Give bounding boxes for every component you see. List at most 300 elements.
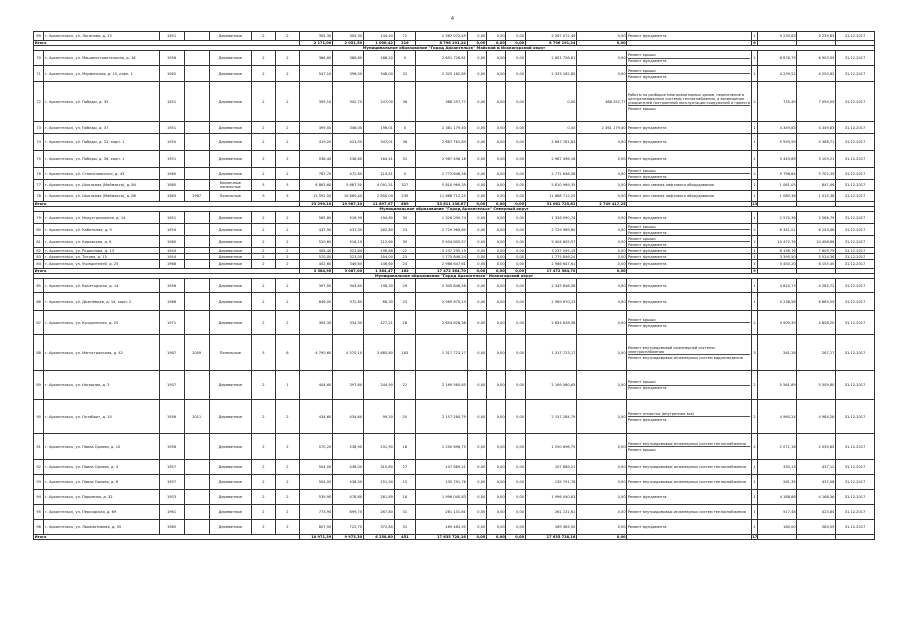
deadline-cell: 31.12.2017: [836, 475, 875, 490]
work-type-item: Ремонт фундамента: [627, 299, 667, 304]
address-cell: г. Архангельск, ул. Павла Орлова, д. 4: [44, 460, 159, 475]
entrances-cell: 2: [275, 66, 299, 82]
max-unit-cost-cell: 4 250,82: [797, 66, 836, 82]
built-year-cell: 1951: [159, 151, 184, 168]
works-count-cell: 2: [751, 66, 758, 82]
entrances-cell: 5: [275, 180, 299, 191]
works-count-cell: 1: [751, 122, 758, 134]
regional-funds-cell: 0,00: [486, 32, 505, 41]
owners-funds-cell: 2 325 162,85: [525, 66, 576, 82]
entrances-cell: 2: [275, 490, 299, 505]
living-area-cell: 538,90: [332, 434, 363, 460]
max-unit-cost-cell: 847,46: [797, 180, 836, 191]
total-area-cell: 807,50: [299, 520, 332, 535]
works-cell: [627, 32, 751, 41]
works-count-cell: 2: [751, 168, 758, 180]
regional-funds-cell: 0,00: [486, 460, 505, 475]
floors-cell: 2: [251, 151, 275, 168]
other-funds-cell: 0,00: [577, 520, 627, 535]
reconstruction-year-cell: [184, 371, 209, 400]
built-year-cell: 1953: [159, 490, 184, 505]
cost-cell: 388 297,77: [416, 82, 467, 122]
row-number-cell: 96: [34, 520, 44, 535]
works-count-cell: 2: [751, 400, 758, 434]
regional-funds-cell: 0,00: [486, 490, 505, 505]
floors-cell: 2: [251, 236, 275, 248]
built-year-cell: 1944: [159, 248, 184, 254]
owners-funds-cell: 5 810 969,35: [525, 180, 576, 191]
residents-cell: 25: [394, 293, 416, 311]
reconstruction-year-cell: [184, 311, 209, 335]
reconstruction-year-cell: [184, 279, 209, 293]
works-count-cell: 3: [751, 335, 758, 371]
cost-cell: 2 989 670,13: [416, 293, 467, 311]
wall-material-cell: Деревянные: [209, 224, 251, 236]
entrances-cell: 5: [275, 191, 299, 202]
max-unit-cost-cell: 584,09: [797, 520, 836, 535]
work-type-item: Ремонт крыши: [627, 447, 656, 452]
works-cell: [627, 82, 751, 122]
floors-cell: 2: [251, 134, 275, 151]
living-private-cell: 247,00: [363, 82, 394, 122]
residents-cell: 36: [394, 82, 416, 122]
other-funds-cell: 0,00: [577, 475, 627, 490]
federal-funds-cell: 0,00: [467, 134, 486, 151]
floors-cell: 5: [251, 180, 275, 191]
works-cell: [627, 66, 751, 82]
local-funds-cell: 0,00: [506, 32, 525, 41]
total-owners-cell: 8 796 191,24: [525, 41, 576, 46]
works-count-cell: 1: [751, 254, 758, 260]
row-number-cell: 72: [34, 82, 44, 122]
living-private-cell: 261,89: [363, 490, 394, 505]
built-year-cell: 1983: [159, 191, 184, 202]
address-cell: г. Архангельск, ул. Персидская, д. 69: [44, 505, 159, 520]
max-unit-cost-cell: 7 094,09: [797, 82, 836, 122]
total-area-cell: 547,10: [299, 66, 332, 82]
federal-funds-cell: 0,00: [467, 151, 486, 168]
regional-funds-cell: 0,00: [486, 82, 505, 122]
local-funds-cell: 0,00: [506, 335, 525, 371]
max-unit-cost-cell: 423,84: [797, 505, 836, 520]
federal-funds-cell: 0,00: [467, 260, 486, 269]
deadline-cell: 31.12.2017: [836, 180, 875, 191]
table-row: [34, 335, 875, 371]
residents-cell: 18: [394, 490, 416, 505]
row-number-cell: 81: [34, 236, 44, 248]
row-number-cell: 76: [34, 168, 44, 180]
total-empty-cell: [836, 535, 875, 540]
works-count-cell: 1: [751, 505, 758, 520]
wall-material-cell: Панельные: [209, 191, 251, 202]
local-funds-cell: 0,00: [506, 51, 525, 66]
row-number-cell: 83: [34, 254, 44, 260]
built-year-cell: 1971: [159, 311, 184, 335]
owners-funds-cell: 0,00: [525, 82, 576, 122]
total-area-cell: 305,30: [299, 32, 332, 41]
regional-funds-cell: 0,00: [486, 212, 505, 224]
entrances-cell: 2: [275, 51, 299, 66]
local-funds-cell: 0,00: [506, 191, 525, 202]
other-funds-cell: 0,00: [577, 134, 627, 151]
total-cost-cell: 17 472 364,70: [416, 269, 467, 274]
federal-funds-cell: 0,00: [467, 505, 486, 520]
floors-cell: 2: [251, 520, 275, 535]
max-unit-cost-cell: 1 015,36: [797, 191, 836, 202]
address-cell: г. Архангельск, ул. Октябрят, д. 10: [44, 400, 159, 434]
built-year-cell: 1957: [159, 371, 184, 400]
total-other-cell: 0,00: [577, 535, 627, 540]
table-row: [34, 293, 875, 311]
living-area-cell: 472,60: [332, 168, 363, 180]
total-area-cell: 399,10: [299, 82, 332, 122]
reconstruction-year-cell: [184, 236, 209, 248]
wall-material-cell: Панельные: [209, 335, 251, 371]
residents-cell: 163: [394, 335, 416, 371]
entrances-cell: 2: [275, 224, 299, 236]
deadline-cell: 31.12.2017: [836, 311, 875, 335]
floors-cell: 2: [251, 212, 275, 224]
other-funds-cell: 0,00: [577, 371, 627, 400]
federal-funds-cell: 0,00: [467, 434, 486, 460]
floors-cell: 2: [251, 32, 275, 41]
table-row: [34, 371, 875, 400]
owners-funds-cell: 1 775 846,24: [525, 254, 576, 260]
cost-cell: 2 157 284,79: [416, 400, 467, 434]
residents-cell: 72: [394, 32, 416, 41]
works-count-cell: 2: [751, 224, 758, 236]
local-funds-cell: 0,00: [506, 460, 525, 475]
living-private-cell: 214,51: [363, 168, 394, 180]
regional-funds-cell: 0,00: [486, 180, 505, 191]
living-private-cell: 231,90: [363, 434, 394, 460]
unit-cost-cell: 4 349,83: [758, 122, 797, 134]
owners-funds-cell: 1 317 723,17: [525, 335, 576, 371]
regional-funds-cell: 0,00: [486, 311, 505, 335]
total-area-cell: 10 971,39: [299, 535, 332, 540]
other-funds-cell: 0,00: [577, 236, 627, 248]
repair-program-table: [33, 31, 875, 540]
local-funds-cell: 0,00: [506, 254, 525, 260]
unit-cost-cell: 5 593,59: [758, 134, 797, 151]
other-funds-cell: 0,00: [577, 66, 627, 82]
address-cell: г. Архангельск, ул. Мурманская, д. 10, корп. 1: [44, 66, 159, 82]
reconstruction-year-cell: [184, 82, 209, 122]
entrances-cell: 2: [275, 279, 299, 293]
regional-funds-cell: 0,00: [486, 248, 505, 254]
reconstruction-year-cell: [184, 180, 209, 191]
total-empty-cell: [797, 535, 836, 540]
other-funds-cell: 0,00: [577, 32, 627, 41]
cost-cell: 5 404 605,57: [416, 236, 467, 248]
living-private-cell: 212,60: [363, 236, 394, 248]
other-funds-cell: 0,00: [577, 151, 627, 168]
table-row: [34, 180, 875, 191]
residents-cell: 36: [394, 134, 416, 151]
residents-cell: 0: [394, 51, 416, 66]
owners-funds-cell: 2 157 284,79: [525, 400, 576, 434]
table-row: [34, 490, 875, 505]
living-private-cell: 3 685,80: [363, 335, 394, 371]
floors-cell: 2: [251, 122, 275, 134]
total-count-cell: 13: [752, 202, 758, 206]
regional-funds-cell: 0,00: [486, 400, 505, 434]
max-unit-cost-cell: 7 609,79: [797, 248, 836, 254]
entrances-cell: 2: [275, 293, 299, 311]
total-area-cell: 6 863,60: [299, 180, 332, 191]
built-year-cell: 1954: [159, 254, 184, 260]
row-number-cell: 94: [34, 490, 44, 505]
wall-material-cell: Деревянные: [209, 66, 251, 82]
unit-cost-cell: 5 443,89: [758, 151, 797, 168]
max-unit-cost-cell: 5 509,80: [797, 371, 836, 400]
work-type-item: Ремонт крыши: [628, 168, 750, 174]
total-row: [34, 535, 875, 540]
floors-cell: 2: [251, 66, 275, 82]
floors-cell: 2: [251, 224, 275, 236]
total-area-cell: 570,00: [299, 254, 332, 260]
living-private-cell: 348,00: [363, 66, 394, 82]
unit-cost-cell: 4 239,52: [758, 66, 797, 82]
row-number-cell: 80: [34, 224, 44, 236]
unit-cost-cell: 735,49: [758, 82, 797, 122]
reconstruction-year-cell: [184, 224, 209, 236]
work-type-item: Ремонт крыши: [627, 106, 656, 111]
work-type-item: Ремонт крыши: [628, 380, 750, 386]
deadline-cell: 31.12.2017: [836, 335, 875, 371]
work-type-item: Ремонт фундамента: [627, 323, 667, 328]
regional-funds-cell: 0,00: [486, 505, 505, 520]
living-area-cell: 699,70: [332, 505, 363, 520]
local-funds-cell: 0,00: [506, 248, 525, 254]
entrances-cell: 2: [275, 236, 299, 248]
living-private-cell: 372,80: [363, 520, 394, 535]
address-cell: г. Архангельск, ул. Победы, д. 36, корп. 1: [44, 151, 159, 168]
deadline-cell: 31.12.2017: [836, 293, 875, 311]
floors-cell: 5: [251, 335, 275, 371]
total-area-cell: 434,60: [299, 400, 332, 434]
works-count-cell: 1: [751, 260, 758, 269]
total-cost-cell: 33 811 138,67: [416, 202, 467, 207]
deadline-cell: 31.12.2017: [836, 400, 875, 434]
residents-cell: 0: [394, 168, 416, 180]
living-area-cell: 344,60: [332, 279, 363, 293]
total-label: Итого: [34, 202, 300, 207]
works-cell: [627, 122, 751, 134]
deadline-cell: 31.12.2017: [836, 51, 875, 66]
living-private-cell: 262,80: [363, 224, 394, 236]
total-living-private-cell: 6 258,80: [363, 535, 394, 540]
unit-cost-cell: 517,48: [758, 505, 797, 520]
wall-material-cell: Деревянные: [209, 490, 251, 505]
cost-cell: 2 667 761,83: [416, 134, 467, 151]
works-count-cell: 1: [751, 191, 758, 202]
total-area-cell: 397,00: [299, 279, 332, 293]
max-unit-cost-cell: 267,17: [797, 335, 836, 371]
table-row: [34, 400, 875, 434]
wall-material-cell: Деревянные: [209, 82, 251, 122]
other-funds-cell: 0,00: [577, 191, 627, 202]
works-cell: [627, 475, 751, 490]
wall-material-cell: Деревянные: [209, 475, 251, 490]
work-type-item: Ремонт фундамента: [627, 59, 667, 63]
floors-cell: 2: [251, 475, 275, 490]
built-year-cell: 1951: [159, 122, 184, 134]
wall-material-cell: Деревянные: [209, 311, 251, 335]
section-title: Муниципальное образование "Город Архангельск" Исакогорский округ: [34, 274, 875, 279]
total-area-cell: 504,00: [299, 460, 332, 475]
living-private-cell: 347,01: [363, 134, 394, 151]
total-other-cell: 0,00: [577, 269, 627, 274]
wall-material-cell: Деревянные: [209, 134, 251, 151]
residents-cell: 29: [394, 279, 416, 293]
cost-cell: 5 810 969,35: [416, 180, 467, 191]
cost-cell: 1 326 090,74: [416, 212, 467, 224]
address-cell: г. Архангельск, ул. Локомотивная, д. 35: [44, 520, 159, 535]
total-area-cell: 404,60: [299, 371, 332, 400]
living-private-cell: 194,60: [363, 212, 394, 224]
cost-cell: 1 775 846,24: [416, 254, 467, 260]
other-funds-cell: 0,00: [577, 224, 627, 236]
wall-material-cell: Деревянные: [209, 371, 251, 400]
work-type-item: Ремонт внутридомовых инженерных систем теплоснабжения: [627, 510, 746, 514]
works-cell: [627, 134, 751, 151]
works-count-cell: 1: [751, 520, 758, 535]
works-count-cell: 2: [751, 51, 758, 66]
regional-funds-cell: 0,00: [486, 260, 505, 269]
total-area-cell: 13 592,50: [299, 191, 332, 202]
other-funds-cell: 0,00: [577, 51, 627, 66]
table-row: [34, 520, 875, 535]
total-area-cell: 408,40: [299, 248, 332, 254]
residents-cell: 18: [394, 434, 416, 460]
residents-cell: 24: [394, 260, 416, 269]
unit-cost-cell: 5 450,20: [758, 260, 797, 269]
owners-funds-cell: 261 131,61: [525, 505, 576, 520]
other-funds-cell: 0,00: [577, 311, 627, 335]
wall-material-cell: Деревянные: [209, 168, 251, 180]
living-area-cell: 323,00: [332, 254, 363, 260]
deadline-cell: 31.12.2017: [836, 168, 875, 180]
works-cell: [627, 371, 751, 400]
total-area-cell: 437,90: [299, 224, 332, 236]
works-cell: [627, 260, 751, 269]
floors-cell: 2: [251, 371, 275, 400]
total-local-cell: 0,00: [506, 269, 525, 274]
federal-funds-cell: 0,00: [467, 490, 486, 505]
total-living-area-cell: 19 987,10: [332, 202, 363, 207]
address-cell: г. Архангельск, ул. Индустриальная, д. 14: [44, 212, 159, 224]
living-area-cell: 5 667,50: [332, 180, 363, 191]
table-row: [34, 236, 875, 248]
unit-cost-cell: 4 188,86: [758, 490, 797, 505]
living-area-cell: 372,80: [332, 293, 363, 311]
living-area-cell: 346,00: [332, 122, 363, 134]
page-number: 4: [450, 16, 455, 22]
wall-material-cell: Деревянные: [209, 248, 251, 254]
row-number-cell: 84: [34, 260, 44, 269]
local-funds-cell: 0,00: [506, 475, 525, 490]
unit-cost-cell: 261,35: [758, 475, 797, 490]
entrances-cell: 2: [275, 505, 299, 520]
living-area-cell: 438,00: [332, 460, 363, 475]
regional-funds-cell: 0,00: [486, 434, 505, 460]
works-cell: [627, 520, 751, 535]
address-cell: г. Архангельск, ул. Станиславского, д. 43: [44, 168, 159, 180]
local-funds-cell: 0,00: [506, 82, 525, 122]
living-private-cell: 186,20: [363, 51, 394, 66]
wall-material-cell: Деревянные: [209, 51, 251, 66]
address-cell: г. Архангельск, ул. Кабельная, д. 9: [44, 224, 159, 236]
unit-cost-cell: 5 561,89: [758, 371, 797, 400]
cost-cell: 2 345 846,58: [416, 279, 467, 293]
living-private-cell: 2 850,09: [363, 191, 394, 202]
total-local-cell: 0,00: [506, 202, 525, 207]
works-cell: [627, 434, 751, 460]
entrances-cell: 2: [275, 134, 299, 151]
floors-cell: 2: [251, 248, 275, 254]
built-year-cell: 1958: [159, 434, 184, 460]
works-count-cell: 1: [751, 490, 758, 505]
total-regional-cell: 0,00: [486, 269, 505, 274]
federal-funds-cell: 0,00: [467, 335, 486, 371]
work-type-item: Ремонт фундамента: [627, 283, 667, 288]
wall-material-cell: Деревянные: [209, 400, 251, 434]
section-title: Муниципальное образование "Город Архангельск" Северный округ: [34, 207, 875, 212]
table-row: [34, 224, 875, 236]
living-private-cell: 198,01: [363, 122, 394, 134]
row-number-cell: 79: [34, 212, 44, 224]
unit-cost-cell: 2 570,36: [758, 212, 797, 224]
total-living-area-cell: 3 067,00: [332, 269, 363, 274]
other-funds-cell: 0,00: [577, 400, 627, 434]
owners-funds-cell: 169 463,50: [525, 520, 576, 535]
table-row: [34, 460, 875, 475]
row-number-cell: 74: [34, 134, 44, 151]
wall-material-cell: Деревянные: [209, 505, 251, 520]
row-number-cell: 75: [34, 151, 44, 168]
built-year-cell: 1956: [159, 279, 184, 293]
works-cell: [627, 311, 751, 335]
works-cell: [627, 51, 751, 66]
total-area-cell: 762,70: [299, 168, 332, 180]
cost-cell: 11 668 712,25: [416, 191, 467, 202]
row-number-cell: 73: [34, 122, 44, 134]
federal-funds-cell: 0,00: [467, 122, 486, 134]
entrances-cell: 2: [275, 151, 299, 168]
built-year-cell: 1957: [159, 475, 184, 490]
works-count-cell: 2: [751, 311, 758, 335]
work-type-item: Ремонт фундамента: [627, 174, 667, 179]
floors-cell: 2: [251, 311, 275, 335]
federal-funds-cell: 0,00: [467, 311, 486, 335]
max-unit-cost-cell: 5 702,39: [797, 168, 836, 180]
max-unit-cost-cell: 6 865,59: [797, 293, 836, 311]
max-unit-cost-cell: 4 349,83: [797, 122, 836, 134]
deadline-cell: 31.12.2017: [836, 66, 875, 82]
work-type-item: Ремонт крыши: [628, 68, 750, 74]
built-year-cell: 1987: [159, 335, 184, 371]
living-private-cell: 267,80: [363, 505, 394, 520]
entrances-cell: 2: [275, 260, 299, 269]
living-area-cell: 334,30: [332, 311, 363, 335]
row-number-cell: 93: [34, 475, 44, 490]
wall-material-cell: Деревянные: [209, 279, 251, 293]
total-area-cell: 520,60: [299, 236, 332, 248]
works-cell: [627, 460, 751, 475]
reconstruction-year-cell: [184, 212, 209, 224]
local-funds-cell: 0,00: [506, 311, 525, 335]
